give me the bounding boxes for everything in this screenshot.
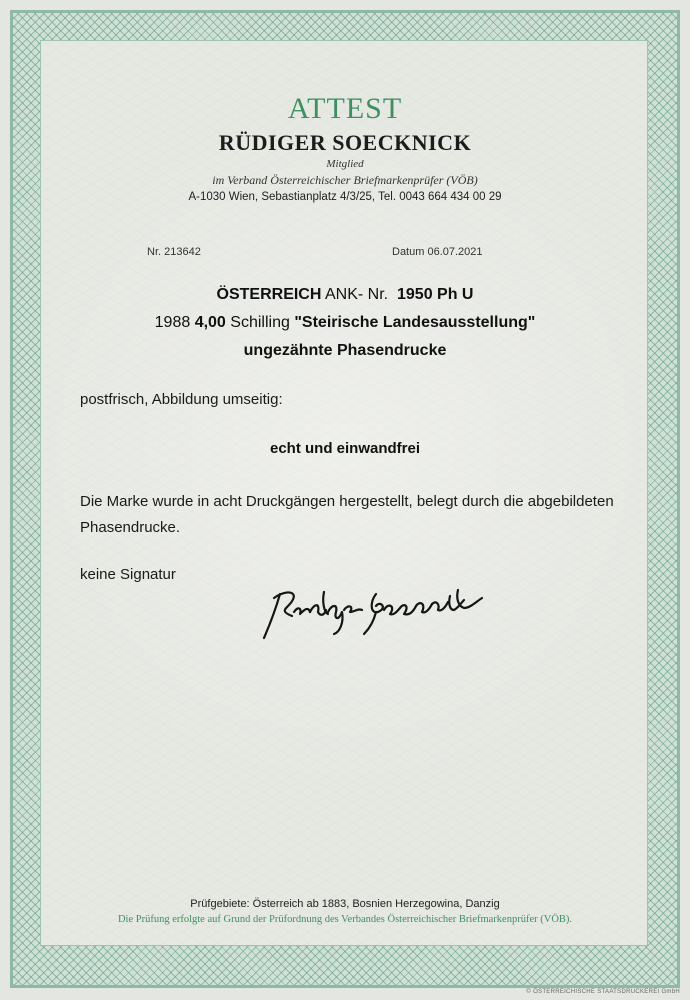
stamp-issue-line <box>0 314 690 332</box>
country: ÖSTERREICH <box>216 286 322 303</box>
verdict-text: echt und einwandfrei <box>269 440 420 457</box>
condition-text: postfrisch, Abbildung umseitig: <box>80 391 283 408</box>
member-label: Mitglied <box>326 158 364 170</box>
catalog-label: ANK- Nr. <box>324 286 389 303</box>
legal-note: Die Prüfung erfolgte auf Grund der Prüfordnung des Verbandes Österreichischer Briefmarkenprüfer (VÖB). <box>117 914 573 925</box>
remark-text: Die Marke wurde in acht Druckgängen hergestellt, belegt durch die abgebildeten Phasendrucke. <box>80 493 614 536</box>
currency: Schilling <box>230 314 290 331</box>
association-name: im Verband Österreichischer Briefmarkenprüfer (VÖB) <box>212 173 478 187</box>
issue-year: 1988 <box>154 314 191 331</box>
printer-imprint: © ÖSTERREICHISCHE STAATSDRUCKEREI GmbH <box>526 989 680 995</box>
certificate-title: ATTEST <box>287 92 403 125</box>
stamp-variety: ungezähnte Phasendrucke <box>243 342 447 359</box>
handwritten-signature <box>258 582 488 644</box>
catalog-number: 1950 Ph U <box>397 286 474 303</box>
issue-name: "Steirische Landesausstellung" <box>294 314 536 331</box>
certificate-date: Datum 06.07.2021 <box>392 246 483 258</box>
examiner-name: RÜDIGER SOECKNICK <box>218 130 472 155</box>
examination-areas: Prüfgebiete: Österreich ab 1883, Bosnien Herzegowina, Danzig <box>190 898 500 910</box>
signature-note: keine Signatur <box>80 566 176 583</box>
examiner-address: A-1030 Wien, Sebastianplatz 4/3/25, Tel. 0043 664 434 00 29 <box>188 191 502 203</box>
stamp-catalog-line <box>0 286 690 304</box>
certificate-number: Nr. 213642 <box>147 246 201 258</box>
face-value: 4,00 <box>194 314 226 331</box>
